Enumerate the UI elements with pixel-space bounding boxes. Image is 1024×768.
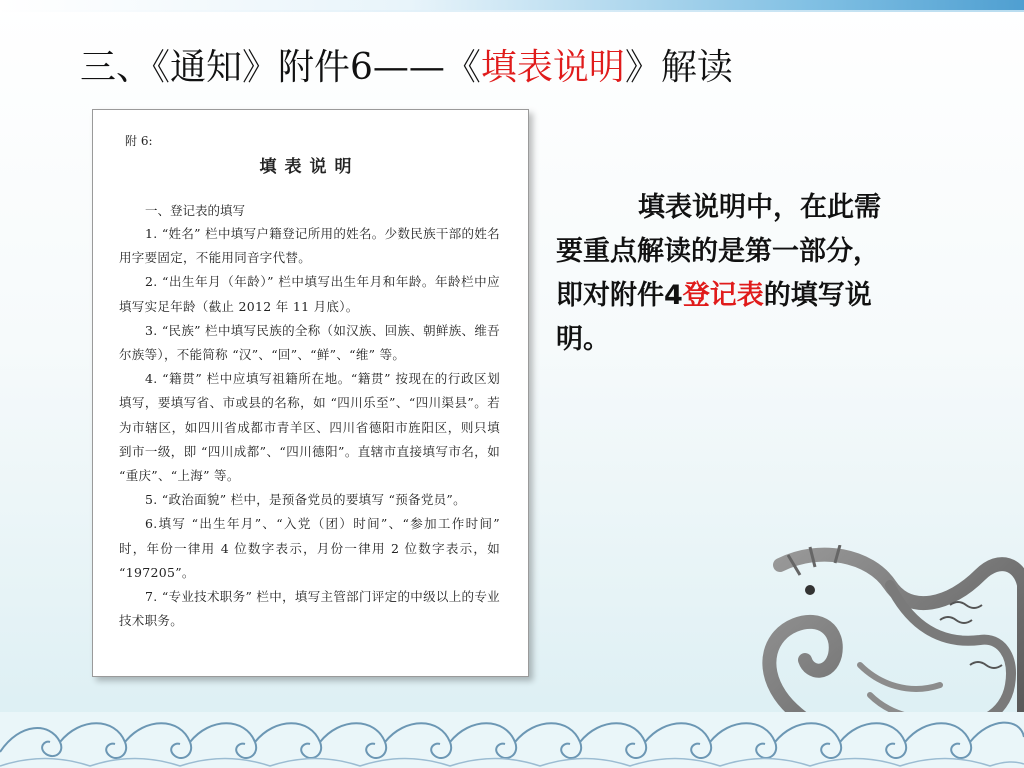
attachment-label: 附 6: — [125, 134, 153, 148]
document-paragraph: 7. “专业技术职务” 栏中，填写主管部门评定的中级以上的专业技术职务。 — [119, 589, 500, 629]
section-heading: 一、登记表的填写 — [145, 203, 246, 218]
explanation-note — [556, 186, 886, 362]
document-paragraph: 2. “出生年月（年龄）” 栏中填写出生年月和年龄。年龄栏中应填写实足年龄（截止 2012 年 11 月底）。 — [119, 274, 500, 314]
document-image — [92, 109, 529, 677]
document-paragraph: 1. “姓名” 栏中填写户籍登记所用的姓名。少数民族干部的姓名用字要固定，不能用同音字代替。 — [119, 226, 500, 266]
document-paragraph: 5. “政治面貌” 栏中，是预备党员的要填写 “预备党员”。 — [145, 492, 466, 508]
note-highlight: 登记表 — [682, 280, 764, 311]
document-paragraph: 3. “民族” 栏中填写民族的全称（如汉族、回族、朝鲜族、维吾尔族等），不能简称 “汉”、“回”、“鲜”、“维” 等。 — [119, 322, 500, 363]
title-suffix: 》解读 — [624, 47, 733, 88]
document-paragraph: 6.填写 “出生年月”、“入党（团）时间”、“参加工作时间” 时，年份一律用 4 位数字表示，月份一律用 2 位数字表示，如 “197205”。 — [119, 516, 500, 580]
note-text-part2: 的填写说明。 — [556, 280, 872, 355]
document-paragraph: 4. “籍贯” 栏中应填写祖籍所在地。“籍贯” 按现在的行政区划填写，要填写省、市或县的名称，如 “四川乐至”、“四川渠县”。若为市辖区，如四川省成都市青羊区、四川省德阳市旌阳区，则只填到市一级，即 “四川成都”、“四川德阳”。直辖市直接填写市名，如 “重庆”、“上海” 等。 — [119, 371, 500, 484]
document-heading: 填表说明 — [259, 157, 360, 177]
title-highlight: 填表说明 — [480, 47, 625, 88]
title-prefix: 三、《通知》附件6——《 — [80, 47, 481, 88]
slide-title — [80, 42, 960, 94]
wave-border-icon — [0, 712, 1024, 768]
note-text-part1: 填表说明中，在此需要重点解读的是第一部分，即对附件4 — [556, 192, 881, 311]
top-decorative-band — [0, 0, 1024, 10]
